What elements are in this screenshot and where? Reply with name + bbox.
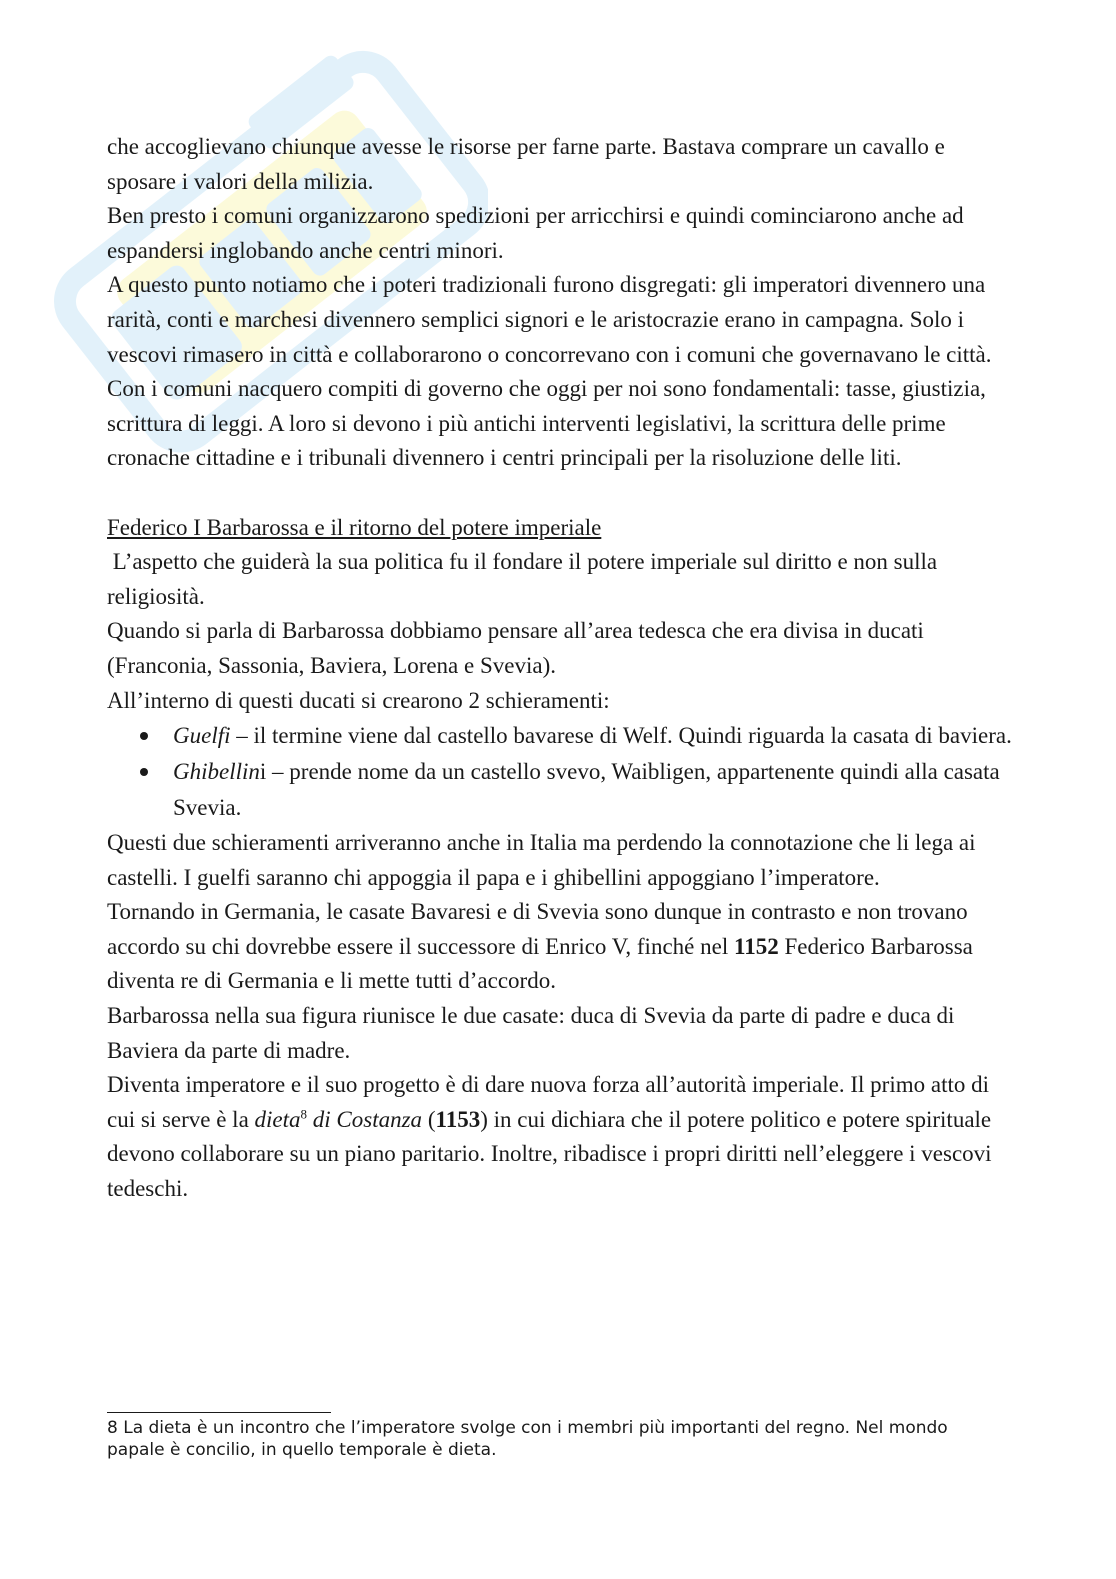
list-item: [107, 754, 1012, 826]
paragraph-gap: [107, 476, 1012, 511]
bullet-icon: [140, 732, 148, 740]
bullet-text: – prende nome da un castello svevo, Waibligen, appartenente quindi alla casata Svevia.: [173, 759, 1000, 821]
term-suffix: i: [259, 759, 267, 785]
paragraph-5: L’aspetto che guiderà la sua politica fu il fondare il potere imperiale sul diritto e non sulla religiosità.: [107, 549, 943, 609]
term-guelfi: Guelfi: [173, 723, 231, 749]
paragraph-4: Con i comuni nacquero compiti di governo che oggi per noi sono fondamentali: tasse, giustizia, scrittura di leggi. A loro si devono i più antichi interventi legislativi, la scrittura delle prime cronache cittadine e i tribunali divennero i centri principali per la risoluzione delle liti.: [107, 376, 986, 471]
paragraph-3: A questo punto notiamo che i poteri tradizionali furono disgregati: gli imperatori divennero una rarità, conti e marchesi divennero semplici signori e le aristocrazie erano in campagna. Solo i vescovi rimasero in città e collaborarono o concorrevano con i comuni che governavano le città.: [107, 272, 992, 367]
paragraph-2: Ben presto i comuni organizzarono spedizioni per arricchirsi e quindi cominciarono anche ad espandersi inglobando anche centri minori.: [107, 203, 964, 263]
list-item: [107, 718, 1012, 754]
paragraph-11: Diventa imperatore e il suo progetto è di dare nuova forza all’autorità imperiale. Il primo atto di cui si serve è la dieta$^8$ di Costanza (1153) in cui dichiara che il potere politico e potere spirituale devono collaborare su un piano paritario. Inoltre, ribadisce i propri diritti nell’eleggere i vescovi tedeschi.: [107, 1072, 992, 1202]
paragraph-6: Quando si parla di Barbarossa dobbiamo pensare all’area tedesca che era divisa in ducati (Franconia, Sassonia, Baviera, Lorena e Svevia).: [107, 618, 924, 678]
term-dieta: dieta: [254, 1106, 301, 1132]
section-heading: Federico I Barbarossa e il ritorno del potere imperiale: [107, 514, 602, 540]
year-1152: 1152: [733, 933, 779, 959]
paragraph-10: Barbarossa nella sua figura riunisce le due casate: duca di Svevia da parte di padre e duca di Baviera da parte di madre.: [107, 1003, 955, 1063]
paragraph-7: All’interno di questi ducati si crearono 2 schieramenti:: [107, 687, 610, 713]
paragraph-1: che accoglievano chiunque avesse le risorse per farne parte. Bastava comprare un cavallo e sposare i valori della milizia.: [107, 134, 945, 194]
term-ghibellini: Ghibellin: [173, 759, 260, 785]
paragraph-9: Tornando in Germania, le casate Bavaresi e di Svevia sono dunque in contrasto e non trovano accordo su chi dovrebbe essere il successore di Enrico V, finché nel 1152 Federico Barbarossa diventa re di Germania e li mette tutti d’accordo.: [107, 899, 973, 994]
bullet-icon: [140, 768, 148, 776]
year-1153: 1153: [435, 1106, 481, 1132]
term-costanza: di Costanza: [307, 1106, 423, 1132]
paragraph-8: Questi due schieramenti arriveranno anche in Italia ma perdendo la connotazione che li lega ai castelli. I guelfi saranno chi appoggia il papa e i ghibellini appoggiano l’imperatore.: [107, 830, 976, 890]
bullet-text: – il termine viene dal castello bavarese di Welf. Quindi riguarda la casata di baviera.: [230, 723, 1012, 749]
footnote-ref[interactable]: 8: [300, 1106, 308, 1122]
factions-list: [107, 718, 1012, 826]
document-body: [107, 130, 1012, 1207]
footnote: 8 La dieta è un incontro che l’imperatore svolge con i membri più importanti del regno. Nel mondo papale è concilio, in quello temporale è dieta.: [107, 1418, 948, 1460]
footnote-separator: [107, 1412, 331, 1413]
